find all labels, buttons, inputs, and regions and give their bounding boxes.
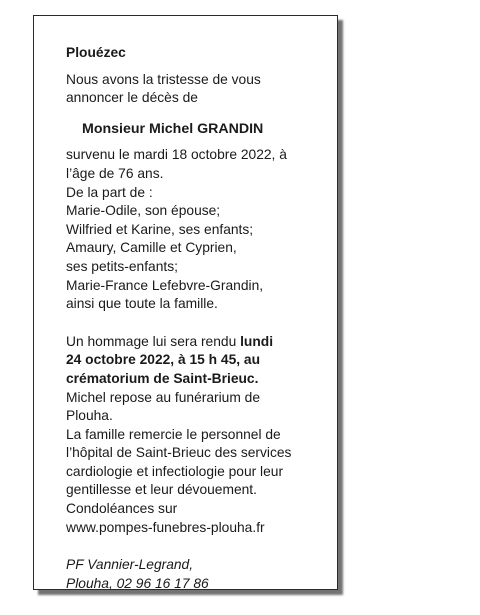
family-line: Marie-Odile, son épouse;	[66, 203, 221, 219]
funeral-home-contact: Plouha, 02 96 16 17 86	[66, 575, 209, 591]
ceremony-block	[66, 333, 337, 389]
family-line: ses petits-enfants;	[66, 258, 178, 274]
family-line: Amaury, Camille et Cyprien,	[66, 240, 237, 256]
details-line: Condoléances sur	[66, 501, 178, 517]
family-line: Marie-France Lefebvre-Grandin,	[66, 277, 264, 293]
deceased-name: Monsieur Michel GRANDIN	[82, 120, 264, 137]
intro-line: annoncer le décès de	[66, 90, 198, 106]
ceremony-day: lundi	[240, 333, 274, 349]
family-line: ainsi que toute la famille.	[66, 296, 218, 312]
ceremony-line	[66, 333, 337, 352]
family-line: De la part de :	[66, 184, 153, 200]
funeral-home-name: PF Vannier-Legrand,	[66, 557, 194, 573]
ceremony-location: crématorium de Saint-Brieuc.	[66, 370, 259, 386]
details-line: Michel repose au funérarium de	[66, 389, 261, 405]
website-url: www.pompes-funebres-plouha.fr	[66, 519, 265, 535]
details-line: gentillesse et leur dévouement.	[66, 482, 257, 498]
details-line: cardiologie et infectiologie pour leur	[66, 463, 284, 479]
details-line: La famille remercie le personnel de	[66, 426, 281, 442]
signature-block	[66, 556, 337, 593]
obituary-notice	[33, 15, 338, 590]
town-heading: Plouézec	[66, 45, 126, 60]
intro-line: Nous avons la tristesse de vous	[66, 71, 261, 87]
ceremony-text: Un hommage lui sera rendu	[66, 333, 241, 349]
details-block	[66, 389, 337, 538]
family-block	[66, 146, 337, 313]
details-line: l’hôpital de Saint-Brieuc des services	[66, 445, 292, 461]
ceremony-date-time: 24 octobre 2022, à 15 h 45, au	[66, 352, 261, 368]
family-line: l’âge de 76 ans.	[66, 165, 164, 181]
family-line: Wilfried et Karine, ses enfants;	[66, 221, 254, 237]
family-line: survenu le mardi 18 octobre 2022, à	[66, 147, 287, 163]
details-line: Plouha.	[66, 408, 113, 424]
